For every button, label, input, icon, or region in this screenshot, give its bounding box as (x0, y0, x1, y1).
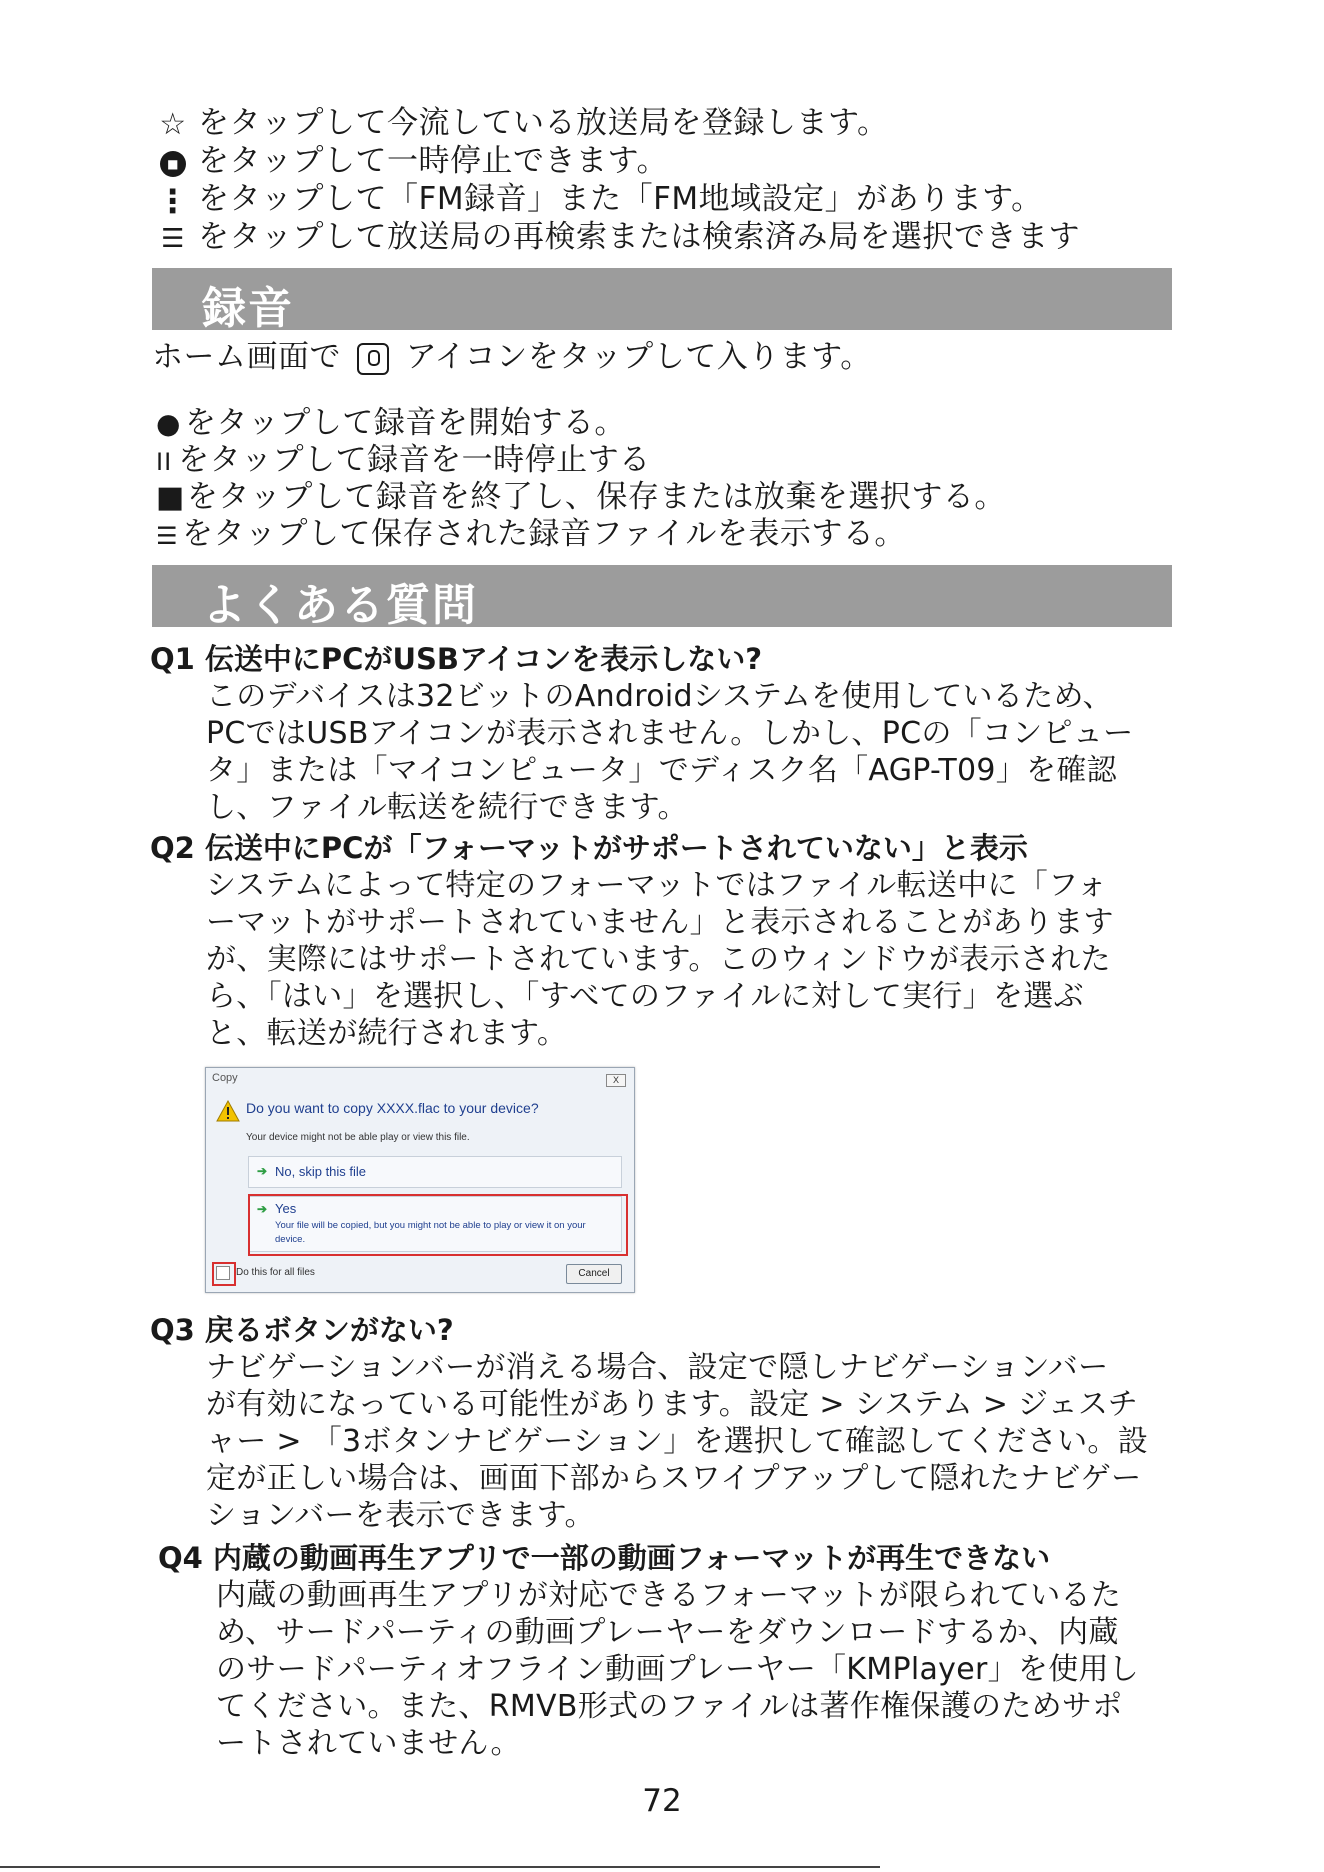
record-icon: ● (156, 407, 181, 440)
section-header-recording (152, 268, 1172, 334)
stop-circle-icon: ■ (156, 144, 190, 182)
top-list-item-pause: ■ をタップして一時停止できます。 (156, 142, 668, 182)
option-yes-label: Yes (275, 1201, 297, 1216)
arrow-right-icon: ➔ (257, 1202, 268, 1216)
dialog-title: Copy (212, 1072, 238, 1084)
stop-icon: ■ (156, 480, 185, 515)
page-number: 72 (642, 1783, 682, 1819)
cancel-button: Cancel (566, 1264, 622, 1284)
footer-divider (0, 1866, 880, 1868)
faq-answer-3-line-5: ションバーを表示できます。 (206, 1498, 595, 1533)
faq-answer-1-line-1: このデバイスは32ビットのAndroidシステムを使用しているため、 (206, 679, 1113, 714)
option-skip (248, 1156, 622, 1188)
pause-icon: II (156, 448, 173, 476)
dialog-subtext: Your device might not be able play or view this file. (246, 1132, 470, 1143)
highlight-box-yes (248, 1194, 628, 1256)
close-icon: X (606, 1074, 626, 1087)
faq-answer-1-line-2: PCではUSBアイコンが表示されません。しかし、PCの「コンピュー (206, 716, 1134, 751)
list-icon: ☰ (156, 522, 179, 550)
option-skip-label: No, skip this file (275, 1164, 367, 1179)
faq-question-1: Q1 伝送中にPCがUSBアイコンを表示しない? (150, 642, 763, 676)
recording-intro: ホーム画面で アイコンをタップして入ります。 (152, 339, 872, 375)
faq-answer-1-line-3: タ」または「マイコンピュータ」でディスク名「AGP-T09」を確認 (206, 753, 1117, 788)
section-title: 録音 (202, 283, 294, 334)
faq-answer-4-line-5: ートされていません。 (216, 1726, 521, 1761)
faq-answer-4-line-3: のサードパーティオフライン動画プレーヤー「KMPlayer」を使用し (216, 1652, 1140, 1687)
dialog-heading: Do you want to copy XXXX.flac to your device? (246, 1100, 539, 1116)
option-yes-description: Your file will be copied, but you might not be able to play or view it on your device. (275, 1220, 586, 1245)
top-list-item-more: ⋮ をタップして「FM録音」また「FM地域設定」があります。 (156, 181, 1043, 220)
faq-answer-4-line-1: 内蔵の動画再生アプリが対応できるフォーマットが限られているた (216, 1578, 1122, 1613)
faq-answer-2-line-1: システムによって特定のフォーマットではファイル転送中に「フォ (206, 868, 1108, 903)
warning-icon (216, 1100, 240, 1122)
checkbox-label: Do this for all files (236, 1267, 315, 1278)
copy-dialog-screenshot (205, 1067, 635, 1293)
faq-answer-2-line-5: と、転送が続行されます。 (206, 1016, 568, 1051)
faq-answer-4-line-2: め、サードパーティの動画プレーヤーをダウンロードするか、内蔵 (216, 1615, 1119, 1650)
section-title: よくある質問 (202, 580, 478, 631)
highlight-box-checkbox (212, 1262, 236, 1286)
faq-answer-3-line-3: ャー > 「3ボタンナビゲーション」を選択して確認してください。設 (206, 1424, 1148, 1459)
faq-question-4: Q4 内蔵の動画再生アプリで一部の動画フォーマットが再生できない (158, 1541, 1051, 1575)
faq-answer-4-line-4: てください。また、RMVB形式のファイルは著作権保護のためサポ (216, 1689, 1123, 1724)
faq-question-2: Q2 伝送中にPCが「フォーマットがサポートされていない」と表示 (150, 831, 1028, 865)
star-icon: ☆ (159, 106, 187, 142)
more-vertical-icon: ⋮ (156, 181, 190, 220)
faq-answer-1-line-4: し、ファイル転送を続行できます。 (206, 790, 688, 825)
top-list-item-star: ☆ をタップして今流している放送局を登録します。 (156, 104, 889, 144)
recording-item-pause: II をタップして録音を一時停止する (156, 442, 651, 478)
recording-item-start: ● をタップして録音を開始する。 (156, 405, 626, 441)
arrow-right-icon: ➔ (257, 1164, 268, 1178)
faq-answer-3-line-4: 定が正しい場合は、画面下部からスワイプアップして隠れたナビゲー (206, 1461, 1142, 1496)
microphone-icon (357, 343, 389, 375)
faq-answer-3-line-1: ナビゲーションバーが消える場合、設定で隠しナビゲーションバー (206, 1350, 1109, 1385)
faq-question-3: Q3 戻るボタンがない? (150, 1313, 454, 1347)
faq-answer-2-line-2: ーマットがサポートされていません」と表示されることがあります (206, 905, 1114, 940)
faq-answer-2-line-3: が、実際にはサポートされています。このウィンドウが表示された (206, 942, 1111, 977)
section-header-faq (152, 565, 1172, 631)
list-icon: ☰ (161, 223, 185, 254)
faq-answer-2-line-4: ら、「はい」を選択し、「すべてのファイルに対して実行」を選ぶ (206, 979, 1084, 1014)
top-list-item-list: ☰ をタップして放送局の再検索または検索済み局を選択できます (156, 218, 1080, 258)
recording-item-list: ☰ をタップして保存された録音ファイルを表示する。 (156, 516, 906, 552)
faq-answer-3-line-2: が有効になっている可能性があります。設定 > システム > ジェスチ (206, 1387, 1139, 1422)
recording-item-stop: ■をタップして録音を終了し、保存または放棄を選択する。 (156, 479, 1006, 515)
